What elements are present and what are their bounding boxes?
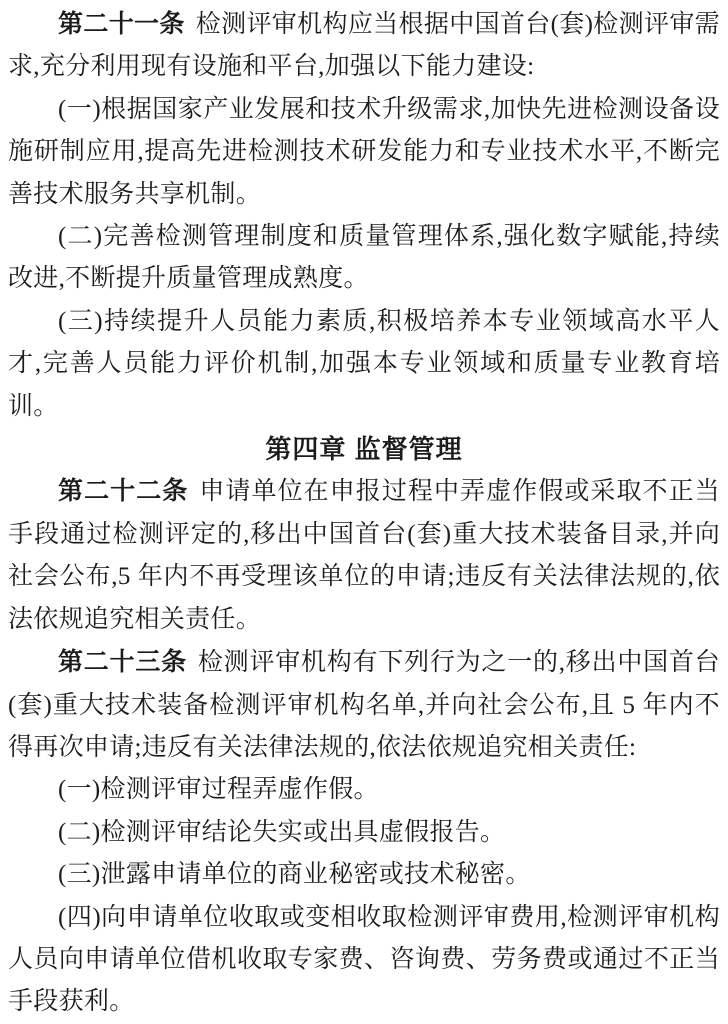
article-23-item-4 (8, 897, 720, 1024)
article-21-item-3-text: (三)持续提升人员能力素质,积极培养本专业领域高水平人才,完善人员能力评价机制,加强本专业领域和质量专业教育培训。 (8, 307, 720, 420)
article-23-paragraph (8, 641, 720, 769)
article-21-number: 第二十一条 (58, 10, 185, 38)
article-22-text: 申请单位在申报过程中弄虚作假或采取不正当手段通过检测评定的,移出中国首台(套)重大技术装备目录,并向社会公布,5 年内不再受理该单位的申请;违反有关法律法规的,依法依规追究相关责任。 (8, 478, 720, 633)
article-22-paragraph (8, 470, 720, 641)
article-21-paragraph (8, 3, 720, 89)
article-23-item-2 (8, 812, 720, 854)
article-23-item-1 (8, 769, 720, 811)
article-23-text: 检测评审机构有下列行为之一的,移出中国首台(套)重大技术装备检测评审机构名单,并向社会公布,且 5 年内不得再次申请;违反有关法律法规的,依法依规追究相关责任: (8, 649, 720, 761)
article-21-item-2 (8, 216, 720, 301)
article-23-item-3 (8, 854, 720, 896)
article-23-number: 第二十三条 (58, 648, 187, 677)
article-23-item-2-text: (二)检测评审结论失实或出具虚假报告。 (58, 818, 506, 846)
article-22-number: 第二十二条 (58, 477, 189, 506)
article-23-item-3-text: (三)泄露申请单位的商业秘密或技术秘密。 (58, 861, 531, 889)
chapter-4-heading: 第四章 监督管理 (265, 434, 463, 465)
article-23-item-4-text: (四)向申请单位收取或变相收取检测评审费用,检测评审机构人员向申请单位借机收取专家费、咨询费、劳务费或通过不正当手段获利。 (8, 903, 720, 1016)
article-21-text: 检测评审机构应当根据中国首台(套)检测评审需求,充分利用现有设施和平台,加强以下能力建设: (8, 11, 720, 81)
article-21-item-2-text: (二)完善检测管理制度和质量管理体系,强化数字赋能,持续改进,不断提升质量管理成熟度。 (8, 223, 720, 293)
article-21-item-1 (8, 89, 720, 216)
article-21-item-3 (8, 301, 720, 428)
article-21-item-1-text: (一)根据国家产业发展和技术升级需求,加快先进检测设备设施研制应用,提高先进检测技术研发能力和专业技术水平,不断完善技术服务共享机制。 (8, 95, 720, 208)
article-23-item-1-text: (一)检测评审过程弄虚作假。 (58, 776, 379, 804)
